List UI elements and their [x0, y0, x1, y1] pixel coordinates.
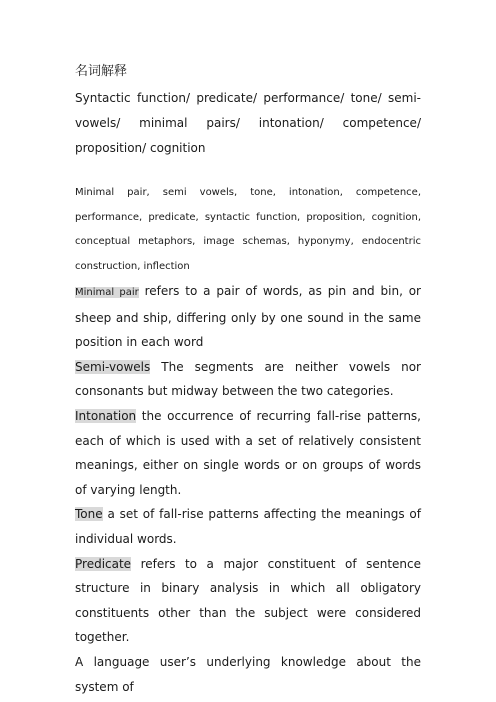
- highlighted-term: Semi-vowels: [75, 359, 151, 374]
- document-page: [75, 62, 421, 699]
- highlighted-term: Intonation: [75, 408, 137, 423]
- definition-text: refers to a pair of words, as pin and bin, or sheep and ship, differing only by one sound in the same position in each word: [75, 284, 421, 350]
- definition-entry: [75, 404, 421, 502]
- highlighted-term: Tone: [75, 507, 103, 522]
- section-heading: 名词解释: [75, 64, 128, 79]
- term-list: Minimal pair, semi vowels, tone, intonation, competence, performance, predicate, syntactic function, proposition, cognition, conceptual metaphors, image schemas, hyponymy, endocentric construction, inflection: [75, 187, 421, 272]
- definition-entry: [75, 502, 421, 551]
- spacer: [75, 161, 421, 181]
- highlighted-term: Minimal pair: [75, 287, 139, 298]
- definition-text: refers to a major constituent of sentence structure in binary analysis in which all obligatory constituents other than the subject were considered together.: [75, 556, 421, 645]
- definition-text: The segments are neither vowels nor consonants but midway between the two categories.: [75, 359, 421, 399]
- definition-text: the occurrence of recurring fall-rise patterns, each of which is used with a set of relatively consistent meanings, either on single words or on groups of words of varying length.: [75, 408, 421, 497]
- highlighted-term: Predicate: [75, 556, 132, 571]
- definition-entry: [75, 552, 421, 650]
- definition-entry: [75, 279, 421, 355]
- terms-line: Syntactic function/ predicate/ performance/ tone/ semi-vowels/ minimal pairs/ intonation/ competence/ proposition/ cognition: [75, 91, 421, 155]
- definition-text: a set of fall-rise patterns affecting the meanings of individual words.: [75, 507, 421, 546]
- definition-entry: [75, 355, 421, 404]
- final-line: A language user’s underlying knowledge about the system of: [75, 654, 421, 694]
